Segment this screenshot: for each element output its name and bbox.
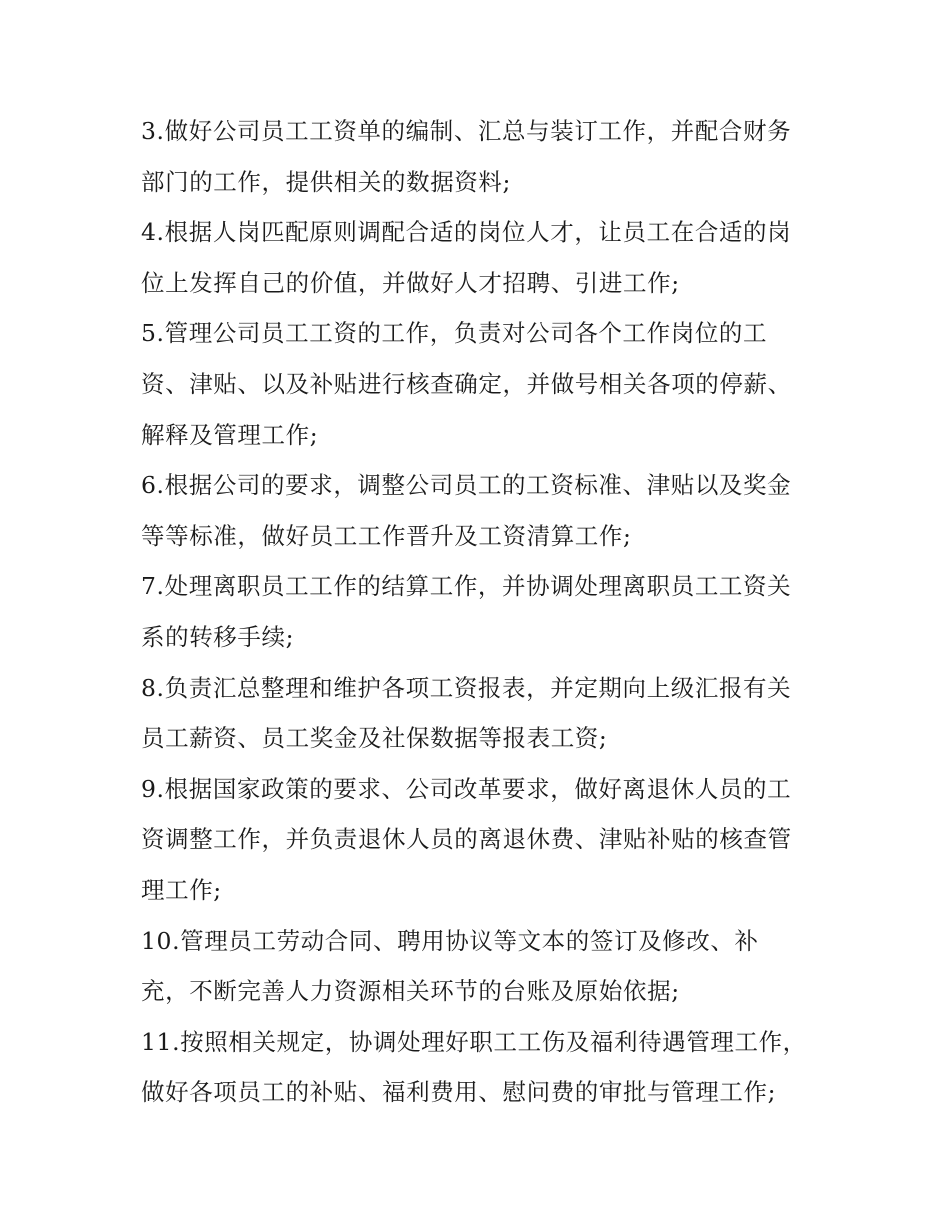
text-line: 6.根据公司的要求，调整公司员工的工资标准、津贴以及奖金 <box>141 471 792 500</box>
text-line: 资、津贴、以及补贴进行核查确定，并做号相关各项的停薪、 <box>141 369 792 398</box>
text-line: 5.管理公司员工工资的工作，负责对公司各个工作岗位的工 <box>141 319 768 348</box>
text-line: 3.做好公司员工工资单的编制、汇总与装订工作，并配合财务 <box>141 117 792 145</box>
text-line: 员工薪资、员工奖金及社保数据等报表工资; <box>141 724 608 753</box>
text-line: 位上发挥自己的价值，并做好人才招聘、引进工作; <box>141 268 680 297</box>
text-line: 8.负责汇总整理和维护各项工资报表，并定期向上级汇报有关 <box>141 673 792 702</box>
text-line: 11.按照相关规定，协调处理好职工工伤及福利待遇管理工作， <box>141 1027 807 1056</box>
text-line: 资调整工作，并负责退休人员的离退休费、津贴补贴的核查管 <box>141 825 792 854</box>
text-line: 4.根据人岗匹配原则调配合适的岗位人才，让员工在合适的岗 <box>141 218 792 247</box>
text-line: 10.管理员工劳动合同、聘用协议等文本的签订及修改、补 <box>141 926 759 955</box>
text-line: 解释及管理工作; <box>141 420 319 449</box>
text-line: 系的转移手续; <box>141 622 295 651</box>
text-line: 做好各项员工的补贴、福利费用、慰问费的审批与管理工作; <box>141 1078 777 1107</box>
text-line: 9.根据国家政策的要求、公司改革要求，做好离退休人员的工 <box>141 774 792 803</box>
text-line: 部门的工作，提供相关的数据资料; <box>141 167 512 196</box>
text-line: 等等标准，做好员工工作晋升及工资清算工作; <box>141 521 632 550</box>
text-line: 7.处理离职员工工作的结算工作，并协调处理离职员工工资关 <box>141 572 792 601</box>
text-line: 理工作; <box>141 875 222 904</box>
document-body <box>141 106 821 1118</box>
text-line: 充，不断完善人力资源相关环节的台账及原始依据; <box>141 977 680 1006</box>
